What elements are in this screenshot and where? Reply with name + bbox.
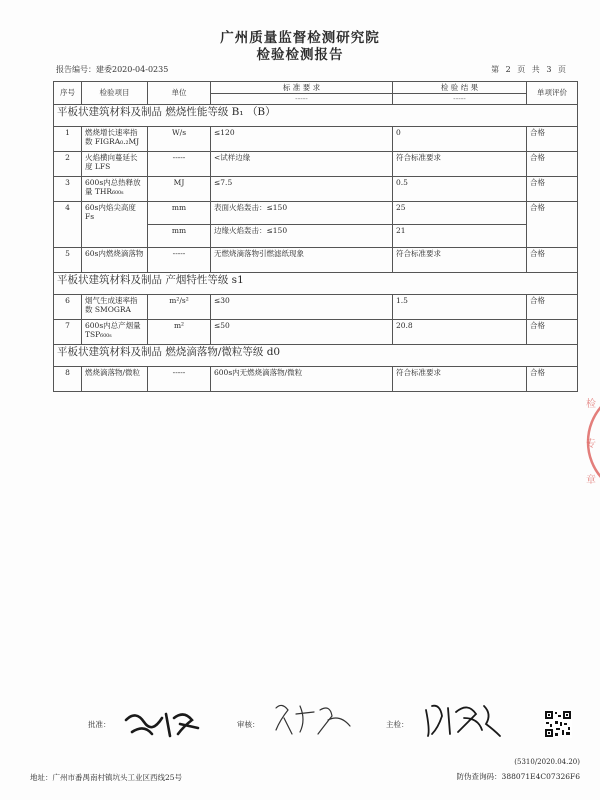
- review-signature: [270, 700, 355, 740]
- cell-item: 600s内总热释放量 THR₆₀₀ₛ: [82, 177, 148, 202]
- cell-item: 燃烧增长速率指数 FIGRA₀.₂MJ: [82, 127, 148, 152]
- cell-unit: mm: [148, 225, 211, 248]
- cell-seq: 7: [54, 320, 82, 345]
- svg-text:检: 检: [586, 399, 596, 410]
- cell-result: 符合标准要求: [393, 248, 527, 273]
- table-row: [54, 295, 578, 320]
- col-standard-sub: -----: [295, 94, 308, 103]
- cell-result: 符合标准要求: [393, 152, 527, 177]
- cell-item: 60s内燃烧滴落物: [82, 248, 148, 273]
- approve-signature: [122, 706, 202, 740]
- svg-text:章: 章: [586, 475, 596, 486]
- col-result-sub: -----: [453, 94, 466, 103]
- cell-standard: ≤7.5: [211, 177, 393, 202]
- col-result-label: 检 验 结 果: [393, 82, 526, 94]
- cell-standard: <试样边缘: [211, 152, 393, 177]
- approve-label: 批准：: [88, 720, 111, 729]
- seal-stamp-icon: [582, 385, 600, 500]
- cell-eval: 合格: [527, 367, 578, 392]
- section-title-row: [54, 105, 578, 127]
- cell-eval: 合格: [527, 202, 578, 248]
- cell-unit: W/s: [148, 127, 211, 152]
- cell-item: 60s内焰尖高度 Fs: [82, 202, 148, 248]
- table-row: [54, 320, 578, 345]
- address: [30, 772, 182, 783]
- cell-standard: 无燃烧滴落物引燃滤纸现象: [211, 248, 393, 273]
- qr-code-icon: [544, 710, 572, 738]
- cell-eval: 合格: [527, 177, 578, 202]
- cell-seq: 4: [54, 202, 82, 248]
- table-row: [54, 127, 578, 152]
- anticounterfeit-value: 388071E4C07326F6: [501, 772, 580, 781]
- section-title-row: [54, 345, 578, 367]
- cell-seq: 8: [54, 367, 82, 392]
- cell-result: 21: [393, 225, 527, 248]
- report-number-label: 报告编号：: [56, 65, 96, 74]
- main-inspector-label: 主检：: [386, 720, 409, 729]
- section-title: 平板状建筑材料及制品 燃烧滴落物/微粒等级 d0: [54, 345, 578, 367]
- cell-item: 600s内总产烟量 TSP₆₀₀ₛ: [82, 320, 148, 345]
- cell-standard: ≤50: [211, 320, 393, 345]
- cell-standard: ≤30: [211, 295, 393, 320]
- cell-item: 燃烧滴落物/微粒: [82, 367, 148, 392]
- cell-seq: 1: [54, 127, 82, 152]
- anticounterfeit-label: 防伪查询码：: [456, 772, 502, 781]
- report-title: 检验检测报告: [256, 47, 344, 63]
- main-inspector-signature: [420, 700, 502, 740]
- cell-item: 烟气生成速率指数 SMOGRA: [82, 295, 148, 320]
- col-seq: 序号: [54, 82, 82, 105]
- report-table: [53, 81, 578, 392]
- institute-name: 广州质量监督检测研究院: [220, 30, 380, 46]
- cell-standard: 表面火焰轰击：≤150: [211, 202, 393, 225]
- cell-item: 火焰横向蔓延长度 LFS: [82, 152, 148, 177]
- page-info: 第 2 页 共 3 页: [491, 65, 566, 74]
- cell-unit: MJ: [148, 177, 211, 202]
- cell-unit: -----: [148, 152, 211, 177]
- cell-result: 20.8: [393, 320, 527, 345]
- col-standard: [211, 82, 393, 105]
- col-unit: 单位: [148, 82, 211, 105]
- address-value: 广州市番禺南村镇坑头工业区西线25号: [52, 773, 183, 782]
- table-header-row: [54, 82, 578, 105]
- table-row: [54, 248, 578, 273]
- cell-eval: 合格: [527, 248, 578, 273]
- table-row: [54, 202, 578, 225]
- cell-eval: 合格: [527, 320, 578, 345]
- col-item: 检验项目: [82, 82, 148, 105]
- col-result: [393, 82, 527, 105]
- table-row: [54, 152, 578, 177]
- cell-result: 0: [393, 127, 527, 152]
- cell-seq: 6: [54, 295, 82, 320]
- col-standard-label: 标 准 要 求: [211, 82, 392, 94]
- cell-result: 0.5: [393, 177, 527, 202]
- form-code: (5310/2020.04.20): [514, 758, 580, 766]
- table-row: [54, 177, 578, 202]
- anticounterfeit-code: [457, 771, 580, 782]
- cell-standard: 600s内无燃烧滴落物/微粒: [211, 367, 393, 392]
- cell-unit: -----: [148, 367, 211, 392]
- cell-standard: 边缘火焰轰击：≤150: [211, 225, 393, 248]
- address-label: 地址：: [30, 773, 53, 782]
- cell-unit: -----: [148, 248, 211, 273]
- cell-unit: mm: [148, 202, 211, 225]
- cell-seq: 3: [54, 177, 82, 202]
- section-title: 平板状建筑材料及制品 燃烧性能等级 B₁ （B）: [54, 105, 578, 127]
- cell-unit: m²: [148, 320, 211, 345]
- cell-seq: 2: [54, 152, 82, 177]
- cell-unit: m²/s²: [148, 295, 211, 320]
- section-title-row: [54, 273, 578, 295]
- table-row: [54, 367, 578, 392]
- cell-standard: ≤120: [211, 127, 393, 152]
- svg-text:专: 专: [586, 439, 596, 450]
- cell-eval: 合格: [527, 295, 578, 320]
- cell-eval: 合格: [527, 152, 578, 177]
- report-number-value: 建委2020-04-0235: [96, 65, 169, 74]
- cell-result: 1.5: [393, 295, 527, 320]
- cell-result: 25: [393, 202, 527, 225]
- section-title: 平板状建筑材料及制品 产烟特性等级 s1: [54, 273, 578, 295]
- cell-result: 符合标准要求: [393, 367, 527, 392]
- col-eval: 单项评价: [527, 82, 578, 105]
- cell-eval: 合格: [527, 127, 578, 152]
- review-label: 审核：: [237, 720, 260, 729]
- cell-seq: 5: [54, 248, 82, 273]
- report-number: [56, 64, 168, 75]
